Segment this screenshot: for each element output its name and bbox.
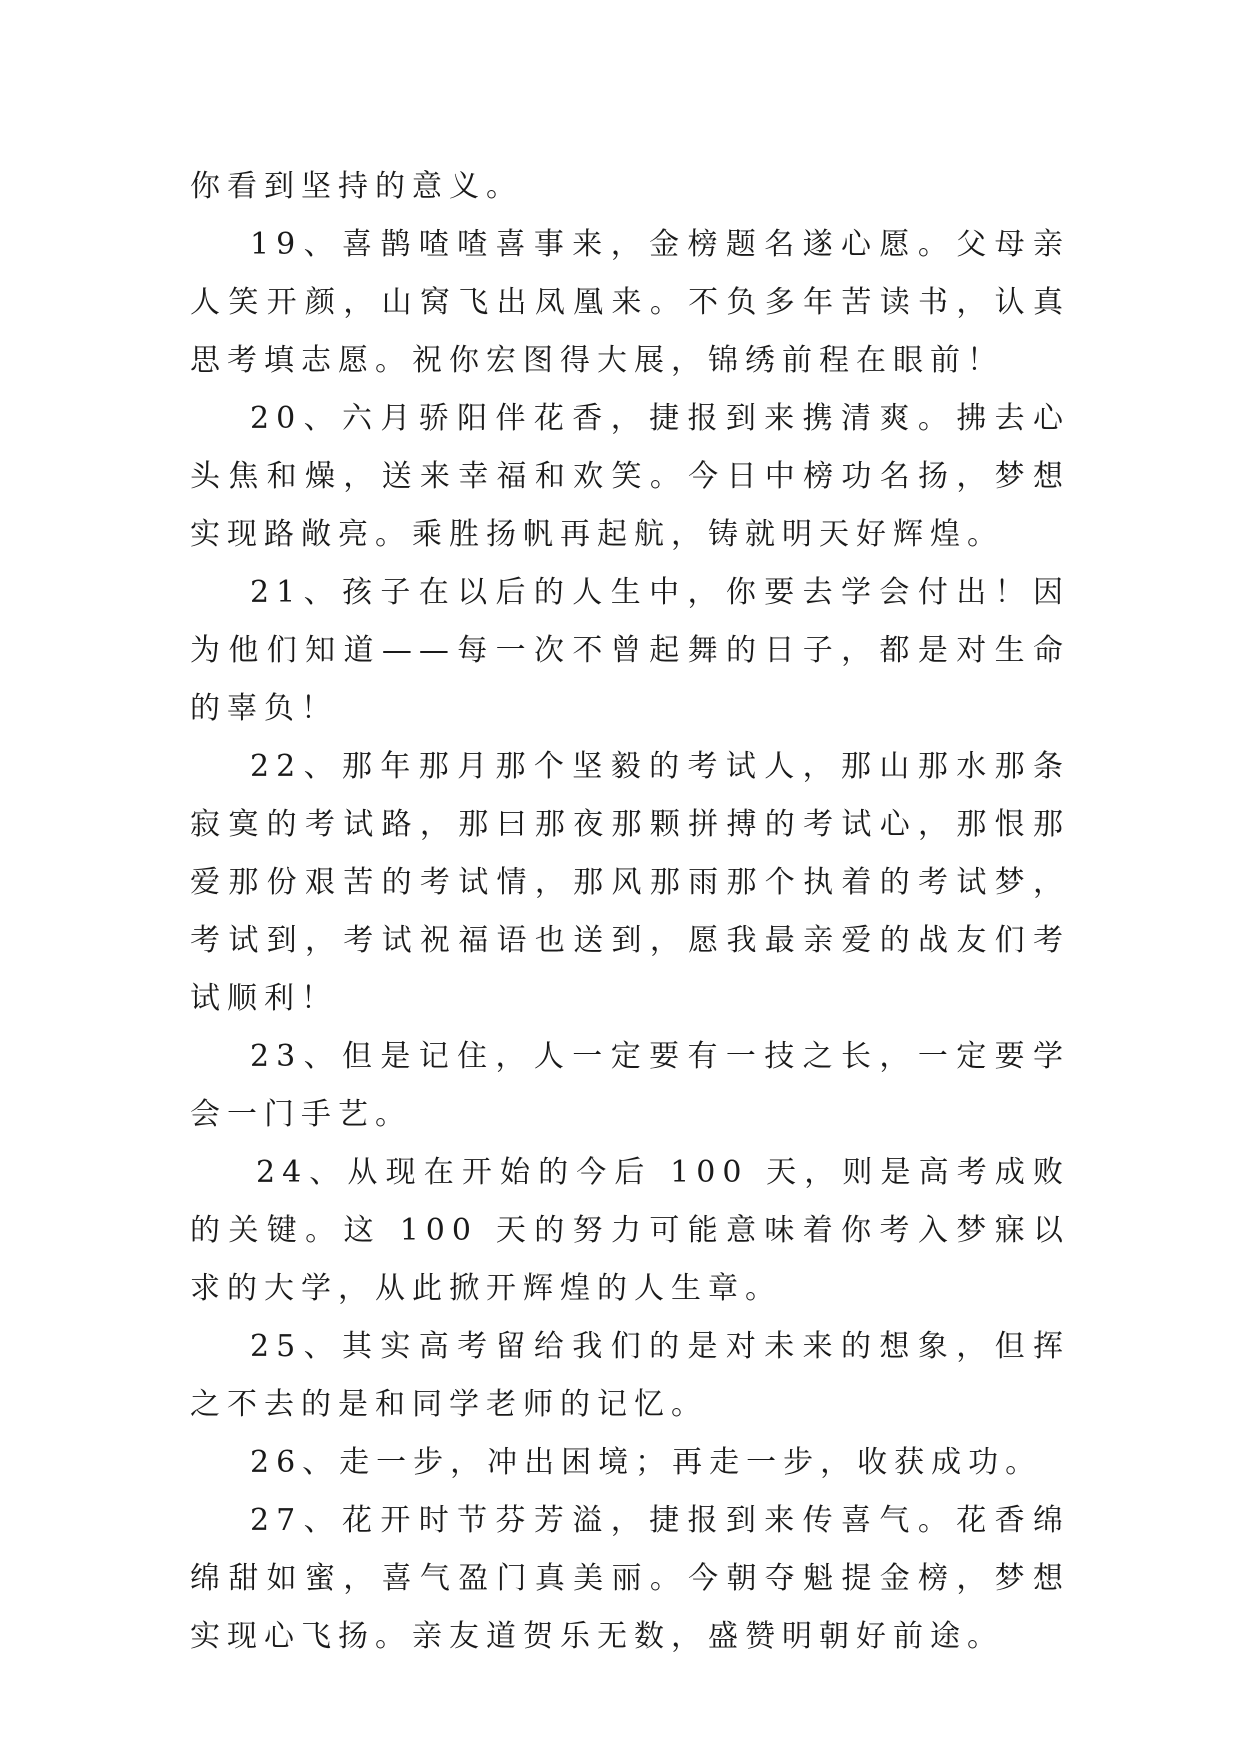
paragraph-19: 19、喜鹊喳喳喜事来，金榜题名遂心愿。父母亲人笑开颜，山窝飞出凤凰来。不负多年苦读书，认真思考填志愿。祝你宏图得大展，锦绣前程在眼前！: [190, 227, 1070, 378]
paragraph-25: 25、其实高考留给我们的是对未来的想象，但挥之不去的是和同学老师的记忆。: [190, 1329, 1070, 1422]
paragraph-26: 26、走一步，冲出困境；再走一步，收获成功。: [250, 1445, 1043, 1480]
paragraph-20: 20、六月骄阳伴花香，捷报到来携清爽。拂去心头焦和燥，送来幸福和欢笑。今日中榜功名扬，梦想实现路敞亮。乘胜扬帆再起航，铸就明天好辉煌。: [190, 401, 1070, 552]
paragraph-21: 21、孩子在以后的人生中，你要去学会付出！因为他们知道——每一次不曾起舞的日子，都是对生命的辜负！: [190, 575, 1070, 726]
paragraph-23: 23、但是记住，人一定要有一技之长，一定要学会一门手艺。: [190, 1039, 1070, 1132]
paragraph-27: 27、花开时节芬芳溢，捷报到来传喜气。花香绵绵甜如蜜，喜气盈门真美丽。今朝夺魁提金榜，梦想实现心飞扬。亲友道贺乐无数，盛赞明朝好前途。: [190, 1503, 1070, 1654]
paragraph-continuation: 你看到坚持的意义。: [190, 169, 523, 204]
document-body: [190, 158, 1070, 1666]
paragraph-24: 24、从现在开始的今后 100 天，则是高考成败的关键。这 100 天的努力可能意味着你考入梦寐以求的大学，从此掀开辉煌的人生章。: [190, 1155, 1070, 1306]
paragraph-22: 22、那年那月那个坚毅的考试人，那山那水那条寂寞的考试路，那曰那夜那颗拼搏的考试心，那恨那爱那份艰苦的考试情，那风那雨那个执着的考试梦，考试到，考试祝福语也送到，愿我最亲爱的战友们考试顺利！: [190, 749, 1070, 1016]
